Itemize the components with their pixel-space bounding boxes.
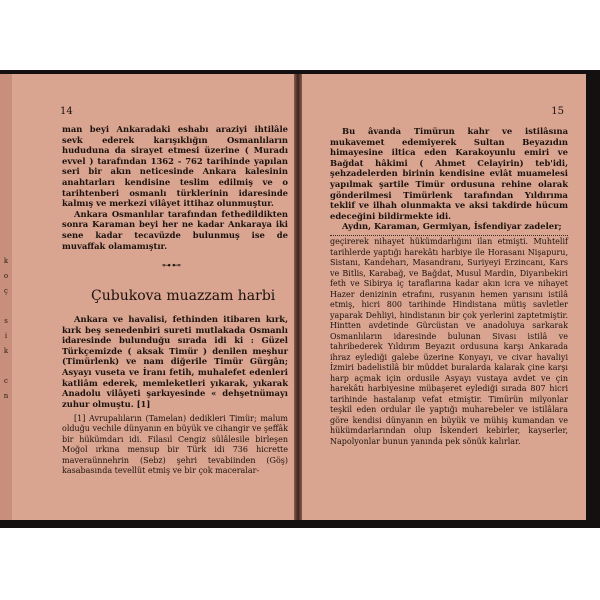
section-heading: Çubukova muazzam harbi (91, 288, 276, 304)
previous-page-edge (0, 74, 12, 520)
page-number-right: 15 (551, 106, 564, 117)
left-text-main (62, 314, 288, 409)
left-text-top (62, 124, 288, 251)
left-para-2: Ankara Osmanlılar tarafından fethedildikten sonra Karaman beyi her ne kadar Ankaraya iki sene kadar tecavüzde bulunmuş ise de muvaffak olamamıştır. (62, 208, 288, 251)
right-footnote (330, 237, 568, 447)
left-para-1: man beyi Ankaradaki eshabı araziyi ihtilâle sevk ederek karışıklığın Osmanlıların hududuna da sirayet etmesi üzerine ( Muradı evvel ) tarafından 1362 - 762 tarihinde yapılan seri bir akın neticesinde Ankara kalesinin anahtarları kendisine teslim edilmiş ve o tarihtenberi osmanlı türklerinin idaresinde kalmış ve merkezi vilâyet ittihaz olunmuştur. (62, 124, 288, 209)
footnote-rule (330, 235, 568, 236)
left-footnote-text: [1] Avrupalıların (Tamelan) dedikleri Timür; malum olduğu vechile dünyanın en büyük ve cihangir ve şeffâk bir hükümdarı idi. Filasıl Cengiz sülâlesile birleşen Moğol ırkına mensup bir Türk idi 736 hicrette maveraünnehrin (Sebz) şehri tevabiinden (Göş) kasabasında tevellüt etmiş ve bir çok maceralar- (62, 414, 288, 476)
ornament: ⊶⊷ (162, 261, 182, 271)
right-para-1: Bu âvanda Timürun kahr ve istilâsına mukavemet edemiyerek Sultan Beyazıdın himayesine iltica eden Karakoyunlu emiri ve Bağdat hâkimi ( Ahmet Celayirin) teb'idi, şehzadelerden birinin kendisine evlât muamelesi yapılmak şartile Timür ordusuna rehine olarak gönderilmesi Timürlenk tarafından Yıldırıma teklif ve ilhah olunmakta ve aksi takdirde hücum edeceğini bildirmekte idi. (330, 126, 568, 221)
left-page (12, 74, 294, 520)
page-number-left: 14 (60, 106, 73, 117)
right-text-top (330, 126, 568, 232)
left-footnote (62, 414, 288, 476)
edge-text: k o ç s i k c n (3, 257, 9, 400)
left-para-3: Ankara ve havalisi, fethinden itibaren kırk, kırk beş senedenbiri sureti mutlakada Osmanlı idaresinde bulunduğu sırada idi ki : Güzel Türkçemizde ( aksak Timür ) denilen meşhur (Timürlenk) ve nam diğerile Timür Gürgân; Asyayı vuseta ve İranı fetih, muhalefet edenleri katliâm ederek, memleketleri yıkarak, yıkarak Anadolu vilâyeti şarkıyesinde « dehşetnümayı zuhur olmuştu. [1] (62, 314, 288, 409)
right-para-2: Aydın, Karaman, Germiyan, İsfendiyar zadeler; (342, 221, 562, 232)
book-spine (294, 74, 302, 520)
right-footnote-text: geçirerek nihayet hükümdarlığını ilan etmişti. Muhtelif tarihlerde yaptığı harekâtı harbiye ile Horasanı Nişapuru, Sistanı, Kandeharı, Masandranı, Suriyeyi Erzincanı, Kars ve Bitlis, Karabağ, ve Bağdat, Musul Mardin, Diyarıbekiri feth ve Sibirya iç taraflarına kadar akın icra ve nihayet Hazer denizinin etrafını, rusyanın hemen yarısını istilâ etmiş, hicri 800 tarihinde Hindistana mütiş savletler yaparak Dehliyi, hindistanın bir çok yerlerini zaptetmiştir. Hintten avdetinde Gürcüstan ve anadoluya sarkarak Osmanlıların idaresinde bulunan Sivası istilâ ve tahribederek Yıldırım Beyazıt ordusuna karşı Ankarada ihraz eylediği galebe üzerine Konyayı, ve civar havaliyi İzmiri badelistilâ bir müddet buralarda kalarak çine karşı harp açmak için ordusile Asyayı vustaya avdet ve çin harekâtı harbiyesine mübaşeret eylediği sırada 807 hicri tarihinde hastalanıp vefat etmiştir. Timürün milyonlar teşkil eden ordular ile yaptığı muharebeler ve istilâlara göre kendisi dünyanın en büyük ve mühiş kumandan ve hükümdarlarından olup İskenderi kebirler, kayserler, Napolyonlar bunun yanında pek sönük kalırlar. (330, 237, 568, 446)
right-page (302, 74, 586, 520)
